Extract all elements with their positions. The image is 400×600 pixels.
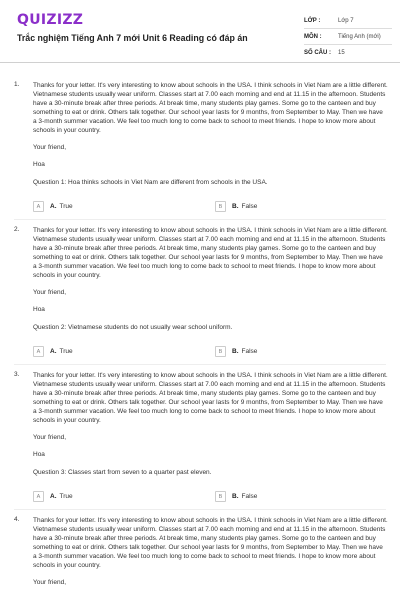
- question-prompt: Question 2: Vietnamese students do not usually wear school uniform.: [33, 324, 233, 331]
- option-box[interactable]: A: [33, 346, 44, 357]
- option-box[interactable]: B: [215, 201, 226, 212]
- option-text: True: [59, 493, 73, 500]
- option-box[interactable]: B: [215, 346, 226, 357]
- meta-row-class: [304, 14, 392, 29]
- option-a[interactable]: [33, 491, 73, 502]
- divider: [14, 364, 386, 365]
- letter-greeting: Your friend,: [33, 579, 67, 586]
- option-b[interactable]: [215, 491, 257, 502]
- option-letter: B.: [232, 203, 239, 210]
- option-text: False: [241, 203, 258, 210]
- meta-label: MÔN :: [304, 34, 322, 40]
- meta-row-subject: [304, 30, 392, 45]
- reading-passage: Thanks for your letter. It's very interesting to know about schools in the USA. I think schools in Viet Nam are a little different. Vietnamese students usually wear uniform. Classes start at 7.00 each morning and end at 11.15 in the afternoon. Students have a 30-minute break after three periods. At break time, many students play games. Some go to the canteen and buy something to eat or drink. Others talk together. Our school year lasts for 9 months, from September to May. Then we have a 3-month summer vacation. We feel too much long to come back to school to meet friends. I hope to know more about schools in your country.: [33, 82, 388, 134]
- option-b[interactable]: [215, 346, 257, 357]
- option-letter: B.: [232, 493, 239, 500]
- page-title: Trắc nghiệm Tiếng Anh 7 mới Unit 6 Reading có đáp án: [17, 33, 248, 43]
- meta-value: Tiếng Anh (mới): [338, 34, 381, 40]
- question-prompt: Question 1: Hoa thinks schools in Viet Nam are different from schools in the USA.: [33, 179, 268, 186]
- option-text: False: [241, 348, 258, 355]
- question-number: 2.: [14, 226, 20, 233]
- question-number: 1.: [14, 81, 20, 88]
- meta-value: 15: [338, 50, 345, 56]
- question-prompt: Question 3: Classes start from seven to a quarter past eleven.: [33, 469, 212, 476]
- option-a[interactable]: [33, 346, 73, 357]
- letter-signature: Hoa: [33, 451, 45, 458]
- quizizz-logo: QUIZIZZ: [17, 12, 84, 28]
- reading-passage: Thanks for your letter. It's very interesting to know about schools in the USA. I think schools in Viet Nam are a little different. Vietnamese students usually wear uniform. Classes start at 7.00 each morning and end at 11.15 in the afternoon. Students have a 30-minute break after three periods. At break time, many students play games. Some go to the canteen and buy something to eat or drink. Others talk together. Our school year lasts for 9 months, from September to May. Then we have a 3-month summer vacation. We feel too much long to come back to school to meet friends. I hope to know more about schools in your country.: [33, 517, 388, 569]
- divider: [14, 219, 386, 220]
- meta-table: [304, 14, 392, 61]
- option-box[interactable]: A: [33, 201, 44, 212]
- divider: [14, 509, 386, 510]
- option-letter: B.: [232, 348, 239, 355]
- meta-label: LỚP :: [304, 18, 321, 24]
- page-header: [0, 0, 400, 63]
- question-number: 4.: [14, 516, 20, 523]
- option-text: False: [241, 493, 258, 500]
- meta-row-count: [304, 46, 392, 60]
- option-text: True: [59, 203, 73, 210]
- option-letter: A.: [50, 348, 57, 355]
- reading-passage: Thanks for your letter. It's very interesting to know about schools in the USA. I think schools in Viet Nam are a little different. Vietnamese students usually wear uniform. Classes start at 7.00 each morning and end at 11.15 in the afternoon. Students have a 30-minute break after three periods. At break time, many students play games. Some go to the canteen and buy something to eat or drink. Others talk together. Our school year lasts for 9 months, from September to May. Then we have a 3-month summer vacation. We feel too much long to come back to school to meet friends. I hope to know more about schools in your country.: [33, 227, 388, 279]
- option-letter: A.: [50, 493, 57, 500]
- option-letter: A.: [50, 203, 57, 210]
- meta-label: SỐ CÂU :: [304, 50, 331, 56]
- option-box[interactable]: A: [33, 491, 44, 502]
- option-b[interactable]: [215, 201, 257, 212]
- question-number: 3.: [14, 371, 20, 378]
- letter-greeting: Your friend,: [33, 144, 67, 151]
- option-text: True: [59, 348, 73, 355]
- letter-signature: Hoa: [33, 306, 45, 313]
- meta-value: Lớp 7: [338, 18, 354, 24]
- option-box[interactable]: B: [215, 491, 226, 502]
- letter-signature: Hoa: [33, 161, 45, 168]
- letter-greeting: Your friend,: [33, 289, 67, 296]
- option-a[interactable]: [33, 201, 73, 212]
- reading-passage: Thanks for your letter. It's very interesting to know about schools in the USA. I think schools in Viet Nam are a little different. Vietnamese students usually wear uniform. Classes start at 7.00 each morning and end at 11.15 in the afternoon. Students have a 30-minute break after three periods. At break time, many students play games. Some go to the canteen and buy something to eat or drink. Others talk together. Our school year lasts for 9 months, from September to May. Then we have a 3-month summer vacation. We feel too much long to come back to school to meet friends. I hope to know more about schools in your country.: [33, 372, 388, 424]
- letter-greeting: Your friend,: [33, 434, 67, 441]
